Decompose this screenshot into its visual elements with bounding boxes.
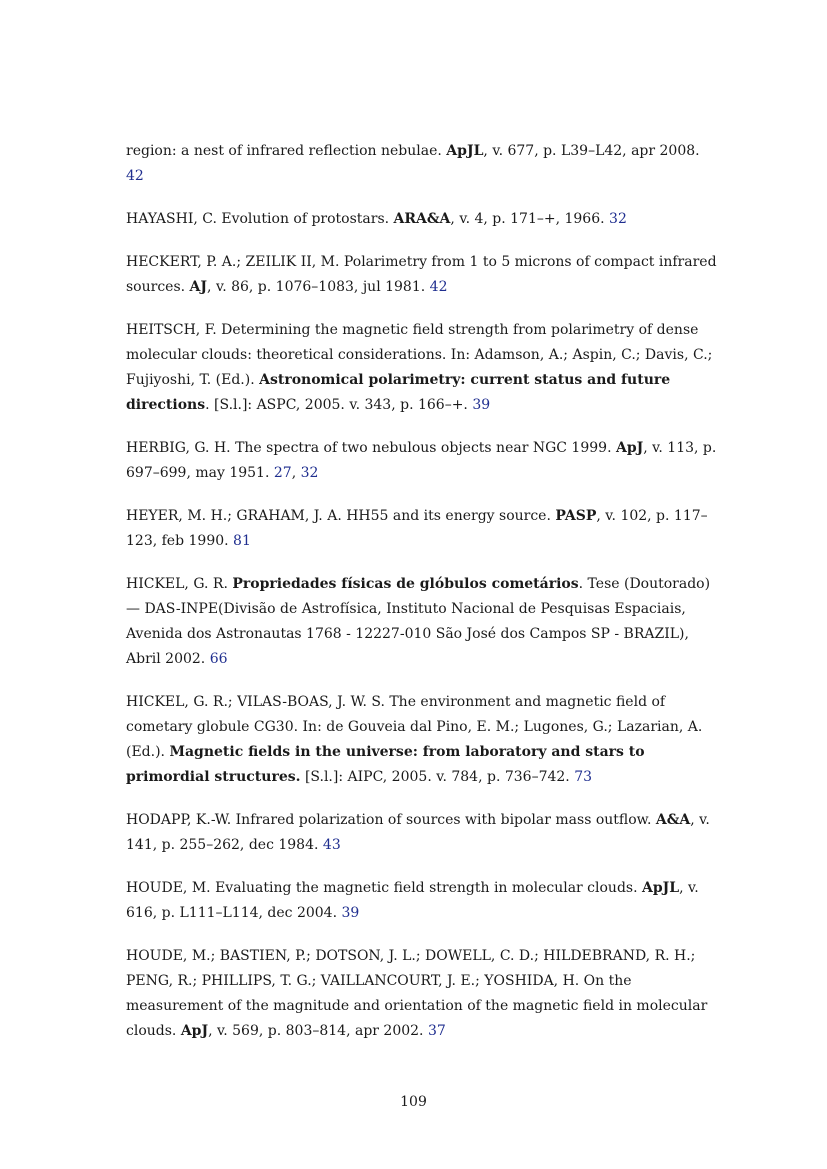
journal-name: ApJL [642, 880, 680, 896]
reference-text: HECKERT, P. A.; ZEILIK II, M. Polarimetry from 1 to 5 microns of compact infrared sources. [126, 254, 717, 295]
reference-details: , v. 102, p. 117–123, feb 1990. [126, 508, 708, 549]
backref-link[interactable]: 81 [233, 533, 251, 549]
backref-link[interactable]: 27 [273, 465, 292, 481]
reference-item [126, 139, 720, 189]
backref-link[interactable]: 39 [341, 905, 360, 921]
reference-item [126, 250, 720, 300]
reference-item [126, 690, 720, 790]
journal-name: ApJ [180, 1023, 209, 1039]
backref-link[interactable]: 39 [472, 397, 491, 413]
reference-details: , v. 86, p. 1076–1083, jul 1981. [207, 279, 426, 295]
backref-link[interactable]: 37 [427, 1023, 446, 1039]
reference-details: . Tese (Doutorado) — DAS-INPE(Divisão de Astrofísica, Instituto Nacional de Pesquisas Espaciais, Avenida dos Astronautas 1768 - 12227-010 São José dos Campos SP - BRAZIL), Abril 2002. [126, 576, 711, 667]
backref-link[interactable]: 32 [300, 465, 319, 481]
reference-text: HODAPP, K.-W. Infrared polarization of sources with bipolar mass outflow. [126, 812, 656, 828]
backref-link[interactable]: 42 [126, 168, 144, 184]
thesis-title: Propriedades físicas de glóbulos cometários [232, 576, 579, 592]
journal-name: ARA&A [393, 211, 451, 227]
reference-details: , v. 616, p. L111–L114, dec 2004. [126, 880, 699, 921]
reference-details: . [S.l.]: ASPC, 2005. v. 343, p. 166–+. [205, 397, 468, 413]
reference-details: , v. 677, p. L39–L42, apr 2008. [483, 143, 700, 159]
reference-item [126, 504, 720, 554]
reference-text: HAYASHI, C. Evolution of protostars. [126, 211, 394, 227]
reference-details: , v. 569, p. 803–814, apr 2002. [208, 1023, 424, 1039]
journal-name: AJ [189, 279, 208, 295]
backref-link[interactable]: 43 [322, 837, 341, 853]
reference-details: , v. 141, p. 255–262, dec 1984. [126, 812, 710, 853]
reference-item [126, 207, 720, 232]
reference-text: HERBIG, G. H. The spectra of two nebulous objects near NGC 1999. [126, 440, 616, 456]
reference-text: HEITSCH, F. Determining the magnetic field strength from polarimetry of dense molecular clouds: theoretical considerations. In: Adamson, A.; Aspin, C.; Davis, C.; Fujiyoshi, T. (Ed.). [126, 322, 713, 388]
reference-text: HOUDE, M.; BASTIEN, P.; DOTSON, J. L.; DOWELL, C. D.; HILDEBRAND, R. H.; PENG, R.; PHILLIPS, T. G.; VAILLANCOURT, J. E.; YOSHIDA, H. On the measurement of the magnitude and orientation of the magnetic field in molecular clouds. [126, 948, 708, 1039]
reference-item [126, 572, 720, 672]
book-title: Magnetic fields in the universe: from laboratory and stars to primordial structures. [126, 744, 645, 785]
reference-details: , v. 4, p. 171–+, 1966. [450, 211, 605, 227]
backref-link[interactable]: 73 [574, 769, 593, 785]
reference-text: HEYER, M. H.; GRAHAM, J. A. HH55 and its energy source. [126, 508, 556, 524]
reference-text: HICKEL, G. R. [126, 576, 233, 592]
reference-list [126, 139, 720, 1062]
journal-name: ApJL [446, 143, 484, 159]
backref-link[interactable]: 32 [609, 211, 627, 227]
backref-link[interactable]: 42 [429, 279, 448, 295]
reference-item [126, 808, 720, 858]
page-number: 109 [400, 1094, 427, 1110]
journal-name: A&A [655, 812, 691, 828]
journal-name: ApJ [615, 440, 644, 456]
reference-item: HERBIG, G. H. The spectra of two nebulous objects near NGC 1999. ApJ, v. 113, p. 697–699, may 1951. 27, 32 [126, 440, 717, 481]
reference-details: [S.l.]: AIPC, 2005. v. 784, p. 736–742. [300, 769, 570, 785]
reference-item [126, 944, 720, 1044]
reference-text: HOUDE, M. Evaluating the magnetic field strength in molecular clouds. [126, 880, 642, 896]
reference-text: HICKEL, G. R.; VILAS-BOAS, J. W. S. The environment and magnetic field of cometary globule CG30. In: de Gouveia dal Pino, E. M.; Lugones, G.; Lazarian, A. (Ed.). [126, 694, 703, 760]
backref-link[interactable]: 66 [209, 651, 228, 667]
reference-details: , v. 113, p. 697–699, may 1951. [126, 440, 717, 481]
journal-name: PASP [555, 508, 597, 524]
reference-text: region: a nest of infrared reflection nebulae. [126, 143, 447, 159]
journal-name: Astronomical polarimetry: current status and future directions [126, 372, 671, 413]
reference-item [126, 318, 720, 418]
reference-item [126, 876, 720, 926]
